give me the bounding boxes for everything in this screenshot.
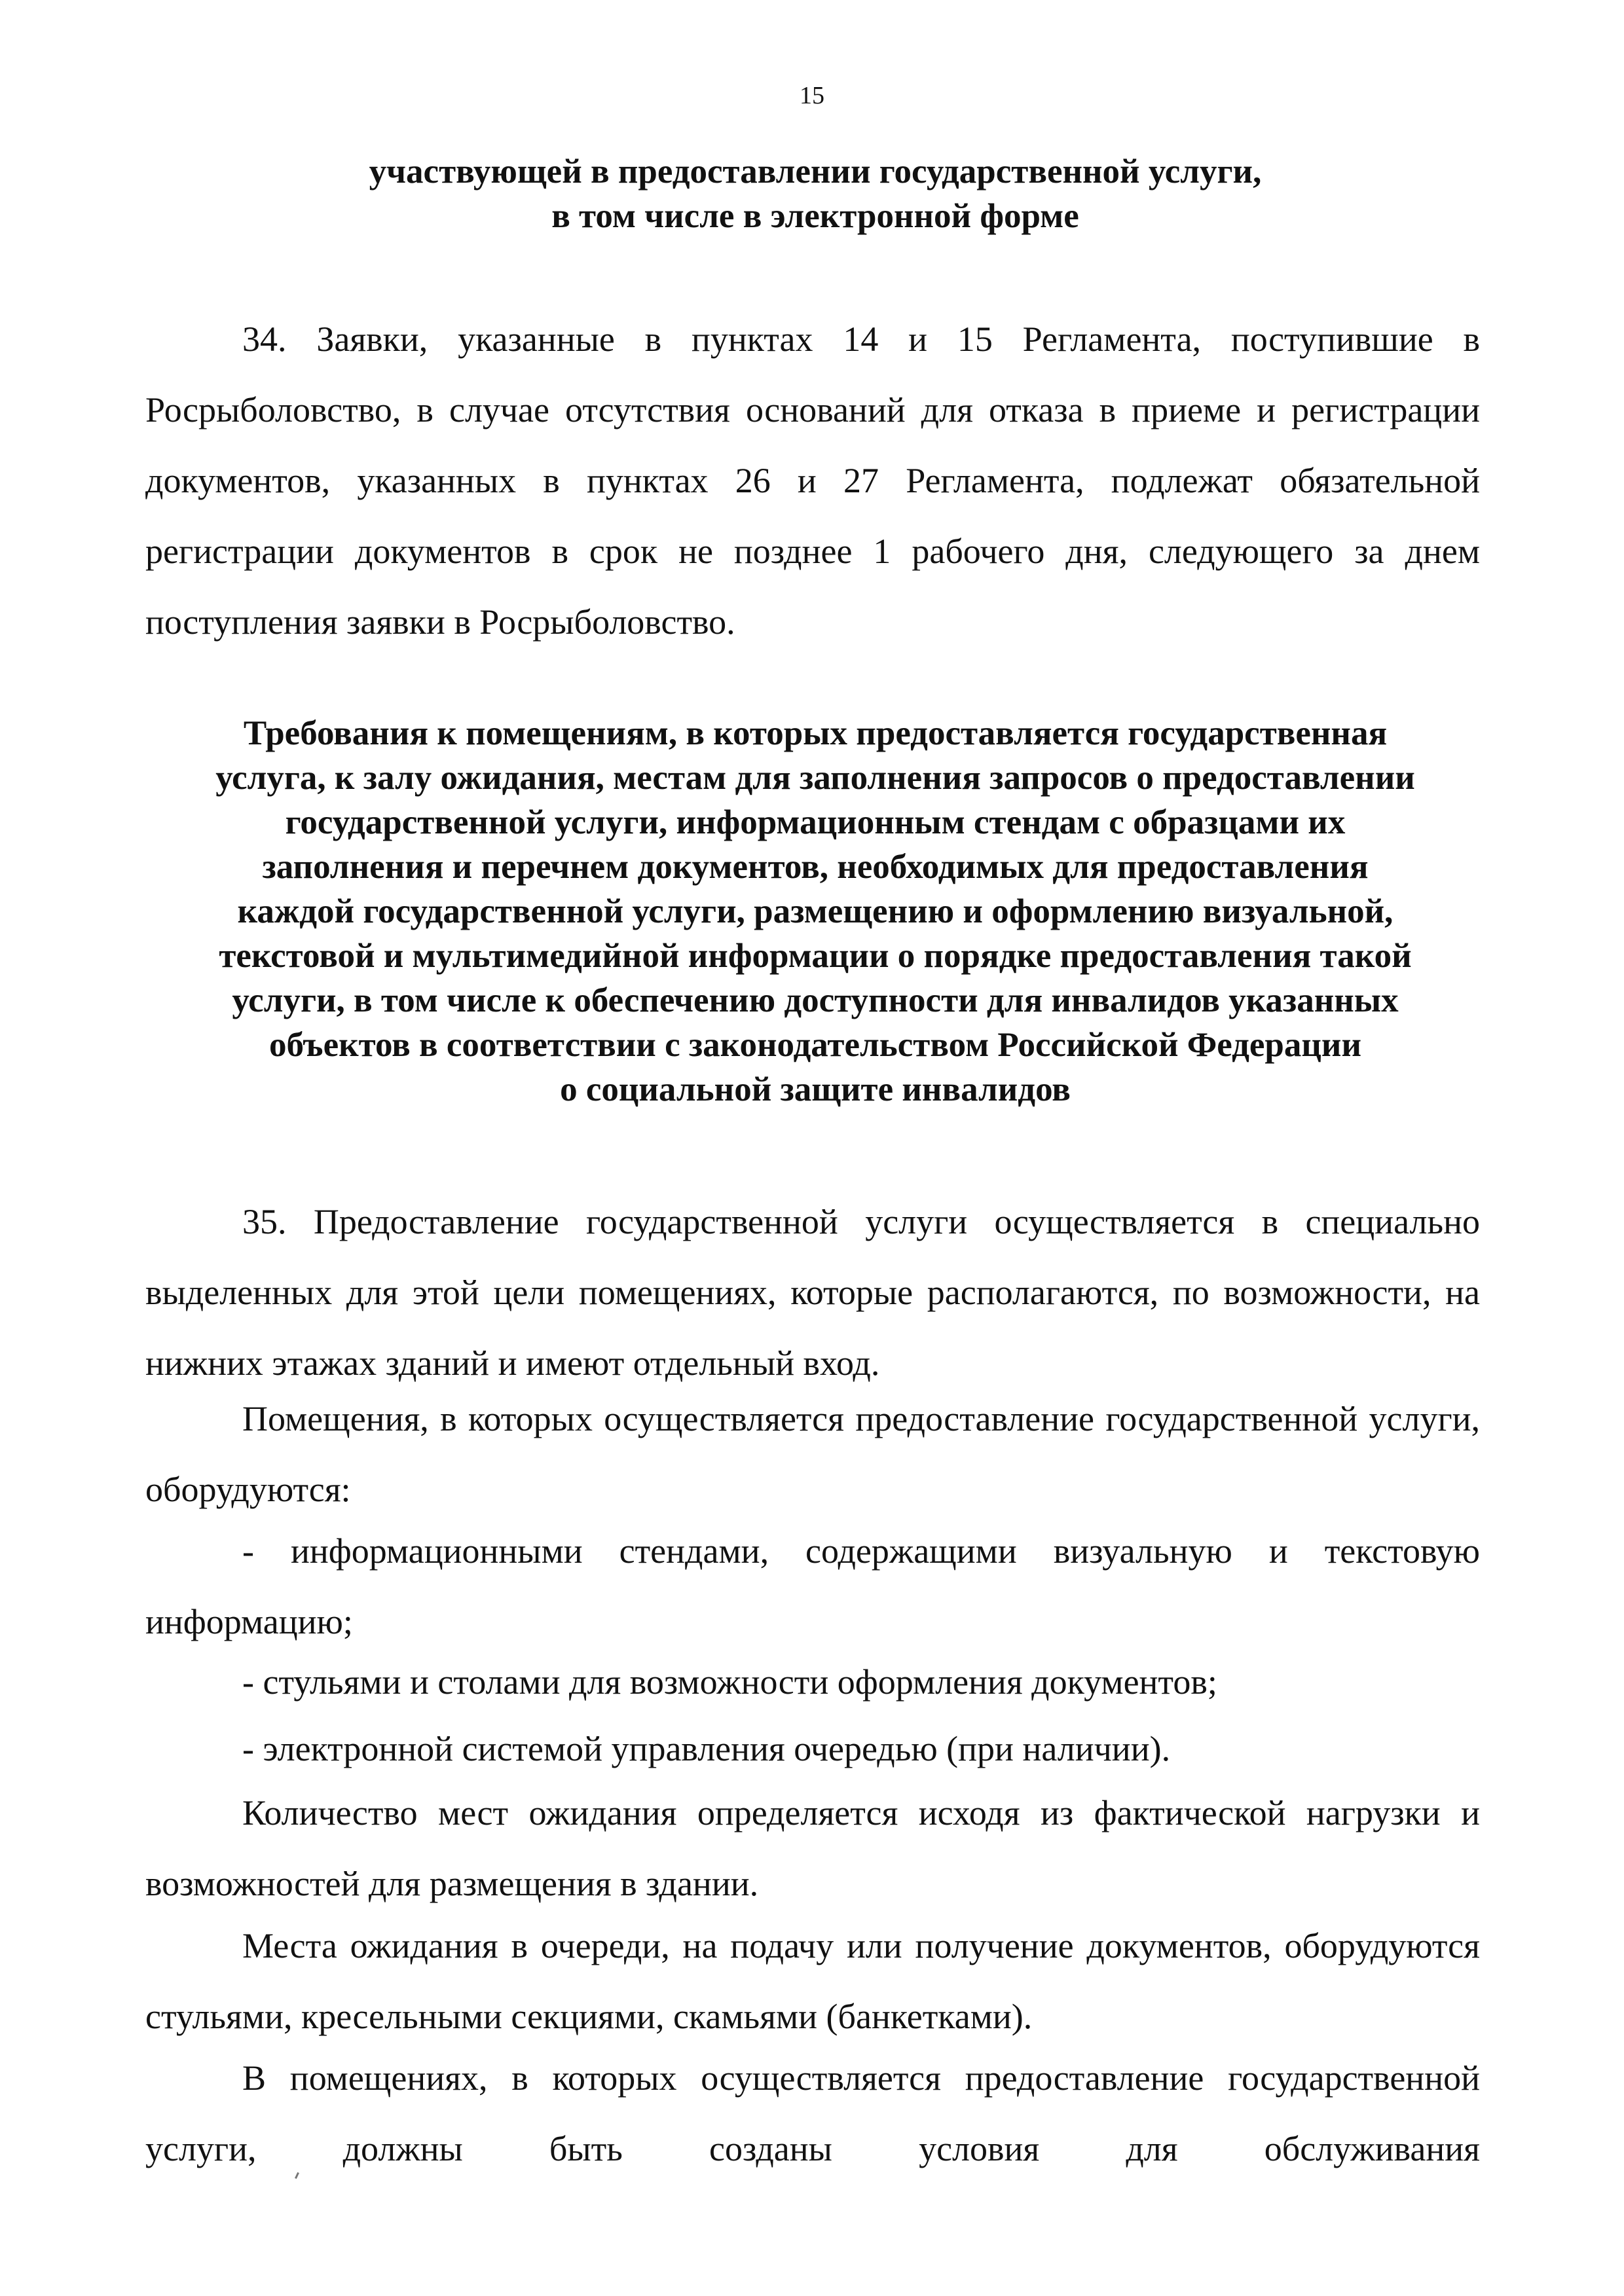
heading-line: объектов в соответствии с законодательством Российской Федерации xyxy=(268,1026,1362,1064)
list-item: - стульями и столами для возможности оформления документов; xyxy=(242,1662,1217,1702)
paragraph-places: Количество мест ожидания определяется исходя из фактической нагрузки и возможностей для размещения в здании. xyxy=(145,1793,1480,1903)
heading-line: услуга, к залу ожидания, местам для заполнения запросов о предоставлении xyxy=(215,759,1415,797)
section-heading-continued xyxy=(151,149,1480,238)
list-item: - электронной системой управления очередью (при наличии). xyxy=(242,1729,1171,1768)
section-heading-requirements xyxy=(151,711,1480,1112)
paragraph-equipment: Помещения, в которых осуществляется предоставление государственной услуги, оборудуются: xyxy=(145,1399,1480,1509)
heading-line: участвующей в предоставлении государственной услуги, xyxy=(369,153,1262,191)
heading-line: о социальной защите инвалидов xyxy=(560,1070,1071,1108)
heading-line: заполнения и перечнем документов, необходимых для предоставления xyxy=(262,848,1369,886)
paragraph-34: 34. Заявки, указанные в пунктах 14 и 15 Регламента, поступившие в Росрыболовство, в случае отсутствия оснований для отказа в приеме и регистрации документов, указанных в пунктах 26 и 27 Регламента, подлежат обязательной регистрации документов в срок не позднее 1 рабочего дня, следующего за днем поступления заявки в Росрыболовство. xyxy=(145,319,1480,642)
page-number: 15 xyxy=(800,82,824,109)
list-item: - информационными стендами, содержащими визуальную и текстовую информацию; xyxy=(145,1531,1480,1641)
heading-line: каждой государственной услуги, размещению и оформлению визуальной, xyxy=(237,892,1393,930)
paragraph-queue: Места ожидания в очереди, на подачу или получение документов, оборудуются стульями, кресельными секциями, скамьями (банкетками). xyxy=(145,1926,1480,2036)
heading-line: текстовой и мультимедийной информации о порядке предоставления такой xyxy=(219,937,1412,975)
heading-line: Требования к помещениям, в которых предоставляется государственная xyxy=(243,714,1388,752)
heading-line: в том числе в электронной форме xyxy=(551,197,1079,235)
heading-line: государственной услуги, информационным стендам с образцами их xyxy=(285,803,1346,841)
paragraph-35: 35. Предоставление государственной услуги осуществляется в специально выделенных для этой цели помещениях, которые располагаются, по возможности, на нижних этажах зданий и имеют отдельный вход. xyxy=(145,1202,1480,1383)
heading-line: услуги, в том числе к обеспечению доступности для инвалидов указанных xyxy=(232,981,1399,1019)
paragraph-conditions: В помещениях, в которых осуществляется предоставление государственной услуги, должны быть созданы условия для обслуживания xyxy=(145,2058,1480,2168)
